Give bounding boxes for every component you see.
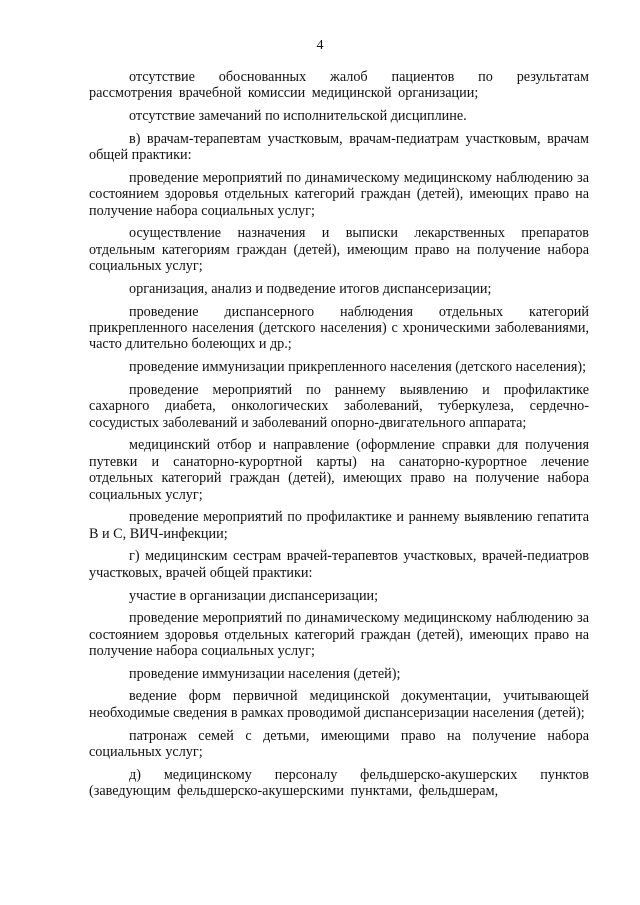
paragraph: проведение иммунизации населения (детей);	[129, 665, 401, 682]
paragraph: проведение диспансерного наблюдения отдельных категорий прикрепленного населения (детского населения) с хроническими заболеваниями, часто длительно болеющих и др.;	[89, 303, 589, 353]
page-number: 4	[316, 38, 324, 53]
paragraph: д) медицинскому персоналу фельдшерско-акушерских пунктов (заведующим фельдшерско-акушерскими пунктами, фельдшерам,	[89, 766, 589, 800]
paragraph: участие в организации диспансеризации;	[129, 587, 379, 604]
paragraph: г) медицинским сестрам врачей-терапевтов участковых, врачей-педиатров участковых, врачей общей практики:	[89, 548, 589, 581]
paragraph: проведение мероприятий по раннему выявлению и профилактике сахарного диабета, онкологических заболеваний, туберкулеза, сердечно-сосудистых заболеваний и заболеваний опорно-двигательного аппарата;	[89, 381, 589, 431]
paragraph: проведение мероприятий по динамическому медицинскому наблюдению за состоянием здоровья отдельных категорий граждан (детей), имеющих право на получение набора социальных услуг;	[89, 610, 589, 660]
paragraph: отсутствие замечаний по исполнительской дисциплине.	[129, 108, 467, 125]
paragraph: отсутствие обоснованных жалоб пациентов по результатам рассмотрения врачебной комиссии медицинской организации;	[89, 69, 589, 102]
paragraph: осуществление назначения и выписки лекарственных препаратов отдельным категориям граждан (детей), имеющим право на получение набора социальных услуг;	[89, 225, 589, 275]
paragraph: проведение иммунизации прикрепленного населения (детского населения);	[129, 359, 587, 376]
paragraph: медицинский отбор и направление (оформление справки для получения путевки и санаторно-курортной карты) на санаторно-курортное лечение отдельных категорий граждан (детей), имеющих право на получение набора социальных услуг;	[89, 437, 589, 503]
paragraph: организация, анализ и подведение итогов диспансеризации;	[129, 280, 492, 297]
document-body	[89, 69, 589, 806]
paragraph: ведение форм первичной медицинской документации, учитывающей необходимые сведения в рамках проводимой диспансеризации населения (детей);	[89, 688, 589, 721]
paragraph: проведение мероприятий по профилактике и раннему выявлению гепатита В и С, ВИЧ-инфекции;	[89, 509, 589, 542]
paragraph: проведение мероприятий по динамическому медицинскому наблюдению за состоянием здоровья отдельных категорий граждан (детей), имеющих право на получение набора социальных услуг;	[89, 169, 589, 219]
paragraph: в) врачам-терапевтам участковым, врачам-педиатрам участковым, врачам общей практики:	[89, 130, 589, 164]
paragraph: патронаж семей с детьми, имеющими право на получение набора социальных услуг;	[89, 727, 589, 760]
